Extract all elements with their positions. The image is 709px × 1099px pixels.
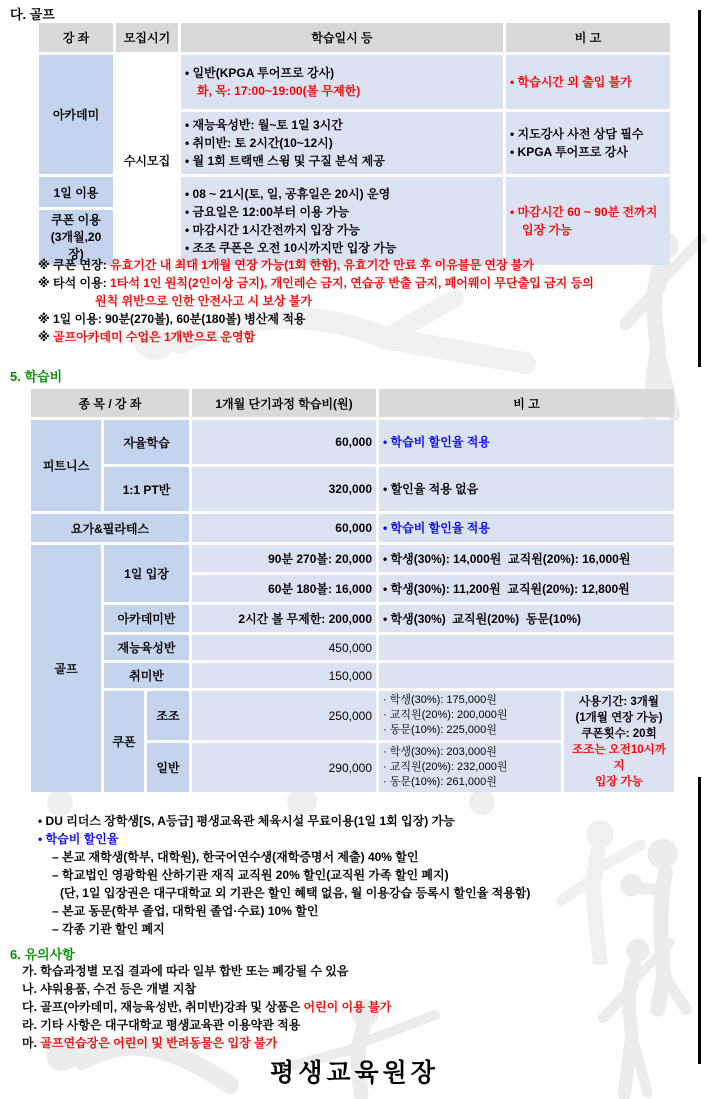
cell-note-day60 [379, 575, 674, 602]
cell-fee-day60: 60분 180볼: 16,000 [192, 575, 376, 602]
footnote-red: 1타석 1인 원칙(2인이상 금지), 개인레슨 금지, 연습공 반출 금지, 페어웨이 무단출입 금지 등의 [110, 276, 594, 290]
schedule-line: • 마감시간 1시간전까지 입장 가능 [185, 223, 360, 237]
column-header-course: 강 좌 [39, 23, 113, 52]
row-label-pt: 1:1 PT반 [104, 467, 189, 511]
footnote-line [38, 256, 688, 274]
notice-item [10, 1034, 700, 1052]
cell-note-yoga [379, 514, 674, 542]
cell-fee-pt: 320,000 [192, 467, 376, 511]
coupon-info-line-red: 조조는 오전10시까지 [572, 743, 666, 772]
column-header-category: 종 목 / 강 좌 [31, 389, 189, 417]
row-label-fitness: 피트니스 [31, 420, 101, 511]
golf-footnotes [38, 256, 688, 346]
fee-footnotes [38, 812, 688, 938]
fee-section-title: 5. 학습비 [10, 369, 63, 384]
cell-fee-hobby-class: 150,000 [192, 663, 376, 688]
golf-section-title: 다. 골프 [10, 7, 55, 22]
footnote-line [38, 328, 688, 346]
note-line-red: 입장 가능 [522, 223, 572, 237]
notice-red: 어린이 이용 불가 [303, 1000, 392, 1014]
discount-line: · 교직원(20%): 232,000원 [383, 761, 508, 773]
label-line: (3개월,20장) [50, 230, 102, 261]
fee-table [28, 386, 677, 795]
notice-list [10, 962, 700, 1052]
footnote-line: • DU 리더스 장학생[S, A등급] 평생교육관 체육시설 무료이용(1일 1회 입장) 가능 [38, 814, 455, 828]
golf-schedule-table [36, 20, 673, 268]
schedule-line-red: 화, 목: 17:00~19:00(볼 무제한) [197, 84, 361, 98]
column-header-note: 비 고 [379, 389, 674, 417]
note-line-red: • 학습시간 외 출입 불가 [510, 75, 632, 89]
row-label-academy: 아카데미 [39, 55, 113, 174]
director-signature: 평생교육원장 [270, 1060, 439, 1087]
row-label-yoga: 요가&필라테스 [31, 514, 189, 542]
cell-fee-yoga: 60,000 [192, 514, 376, 542]
row-label-general-coupon: 일반 [147, 743, 189, 792]
column-header-schedule: 학습일시 등 [181, 23, 503, 52]
cell-academy-class-schedule [181, 112, 503, 174]
note-line: • KPGA 투어프로 강사 [510, 145, 628, 159]
row-label-golf: 골프 [31, 545, 101, 792]
column-header-note: 비 고 [506, 23, 670, 52]
footnote-line: – 본교 동문(학부 졸업, 대학원 졸업·수료) 10% 할인 [52, 904, 319, 918]
row-label-academy-class: 아카데미반 [104, 605, 189, 632]
cell-coupon-info [564, 691, 674, 792]
coupon-info-line-red: 입장 가능 [595, 775, 643, 788]
footnote-red: 유효기간 내 최대 1개월 연장 가능(1회 한함), 유효기간 만료 후 이유불문 연장 불가 [110, 258, 535, 272]
row-label-talent-class: 재능육성반 [104, 635, 189, 660]
page-edge-line-top [698, 10, 701, 367]
schedule-line: • 월 1회 트랙맨 스윙 및 구질 분석 제공 [185, 154, 385, 168]
discount-line: · 교직원(20%): 200,000원 [383, 709, 508, 721]
coupon-info-line: 사용기간: 3개월 [578, 695, 660, 708]
footnote-line: (단, 1일 입장권은 대구대학교 외 기관은 할인 혜택 없음, 월 이용강습 등록시 할인율 적용함) [60, 886, 531, 900]
note-line: • 할인율 적용 없음 [383, 482, 479, 496]
notice-item: 나. 샤워용품, 수건 등은 개별 지참 [22, 982, 197, 996]
notice-text: 마. [22, 1036, 41, 1050]
footnote-line: – 본교 재학생(학부, 대학원), 한국어연수생(재학증명서 제출) 40% 할인 [52, 850, 419, 864]
footnote-line: – 학교법인 영광학원 산하기관 재직 교직원 20% 할인(교직원 가족 할인 폐지) [52, 868, 449, 882]
footnote-red: 원칙 위반으로 인한 안전사고 시 보상 불가 [95, 294, 313, 308]
coupon-info-line: (1개월 연장 가능) [575, 711, 663, 724]
schedule-line: • 재능육성반: 월~토 1일 3시간 [185, 118, 343, 132]
page-edge-line-bottom [698, 777, 701, 1064]
discount-line: · 학생(30%): 175,000원 [383, 694, 497, 706]
schedule-line: • 금요일은 12:00부터 이용 가능 [185, 205, 350, 219]
discount-line: · 동문(10%): 261,000원 [383, 776, 497, 788]
discount-line: · 학생(30%): 203,000원 [383, 746, 497, 758]
cell-note-self-study [379, 420, 674, 464]
notice-item: 가. 학습과정별 모집 결과에 따라 일부 합반 또는 폐강될 수 있음 [22, 964, 349, 978]
schedule-line: • 취미반: 토 2시간(10~12시) [185, 136, 333, 150]
notice-red: 골프연습장은 어린이 및 반려동물은 입장 불가 [40, 1036, 278, 1050]
footnote-prefix: ※ 쿠폰 연장: [38, 258, 111, 272]
row-label-self-study: 자율학습 [104, 420, 189, 464]
notice-item: 라. 기타 사항은 대구대학교 평생교육관 이용약관 적용 [22, 1018, 301, 1032]
notice-section-title: 6. 유의사항 [10, 947, 75, 962]
cell-usage-note [506, 177, 670, 265]
cell-note-early-bird [379, 691, 561, 740]
note-line-red: • 마감시간 60 ~ 90분 전까지 [510, 205, 658, 219]
row-label-hobby-class: 취미반 [104, 663, 189, 688]
label-line: 쿠폰 이용 [51, 213, 101, 227]
footnote-red: 골프아카데미 수업은 1개반으로 운영함 [53, 330, 256, 344]
cell-usage-schedule [181, 177, 503, 265]
row-label-day-pass: 1일 입장 [104, 545, 189, 602]
row-label-coupon: 쿠폰 [104, 691, 144, 792]
note-line: • 학생(30%): 14,000원 교직원(20%): 16,000원 [383, 551, 631, 566]
cell-fee-self-study: 60,000 [192, 420, 376, 464]
cell-note-pt [379, 467, 674, 511]
row-label-daily-use: 1일 이용 [39, 177, 113, 207]
cell-note-day90 [379, 545, 674, 572]
cell-academy-general-note [506, 55, 670, 109]
column-header-period: 모집시기 [116, 23, 178, 52]
cell-note-empty [379, 663, 674, 688]
notice-item [10, 998, 700, 1016]
cell-fee-general-coupon: 290,000 [192, 743, 376, 792]
notice-text: 다. 골프(아카데미, 재능육성반, 취미반)강좌 및 상품은 [22, 1000, 304, 1014]
footnote-line [38, 310, 688, 328]
coupon-info-line: 쿠폰횟수: 20회 [581, 727, 657, 740]
footnote-prefix: ※ 타석 이용: [38, 276, 111, 290]
cell-note-academy-class [379, 605, 674, 632]
schedule-line: • 08 ~ 21시(토, 일, 공휴일은 20시) 운영 [185, 187, 391, 201]
footnote-line [38, 292, 688, 310]
cell-academy-general-schedule [181, 55, 503, 109]
cell-academy-class-note [506, 112, 670, 174]
footnote-prefix: ※ [38, 330, 53, 344]
cell-fee-day90: 90분 270볼: 20,000 [192, 545, 376, 572]
discount-line: · 동문(10%): 225,000원 [383, 724, 497, 736]
note-line-blue: • 학습비 할인율 적용 [383, 521, 490, 535]
cell-fee-early-bird: 250,000 [192, 691, 376, 740]
note-line: • 지도강사 사전 상담 필수 [510, 127, 644, 141]
cell-fee-academy-class: 2시간 볼 무제한: 200,000 [192, 605, 376, 632]
cell-note-general-coupon [379, 743, 561, 792]
schedule-line: • 조조 쿠폰은 오전 10시까지만 입장 가능 [185, 241, 397, 255]
footnote-text: ※ 1일 이용: 90분(270볼), 60분(180볼) 병산제 적용 [38, 312, 306, 326]
column-header-fee: 1개월 단기과정 학습비(원) [192, 389, 376, 417]
row-label-early-bird: 조조 [147, 691, 189, 740]
cell-fee-talent-class: 450,000 [192, 635, 376, 660]
schedule-line: • 일반(KPGA 투어프로 강사) [185, 66, 335, 80]
discount-rate-title: • 학습비 할인율 [38, 832, 119, 846]
note-line: • 학생(30%) 교직원(20%) 동문(10%) [383, 611, 582, 626]
cell-recruit-period: 수시모집 [116, 55, 178, 265]
note-line: • 학생(30%): 11,200원 교직원(20%): 12,800원 [383, 581, 630, 596]
cell-note-empty [379, 635, 674, 660]
footnote-line: – 각종 기관 할인 폐지 [52, 922, 165, 936]
note-line-blue: • 학습비 할인율 적용 [383, 435, 490, 449]
footnote-line [38, 274, 688, 292]
